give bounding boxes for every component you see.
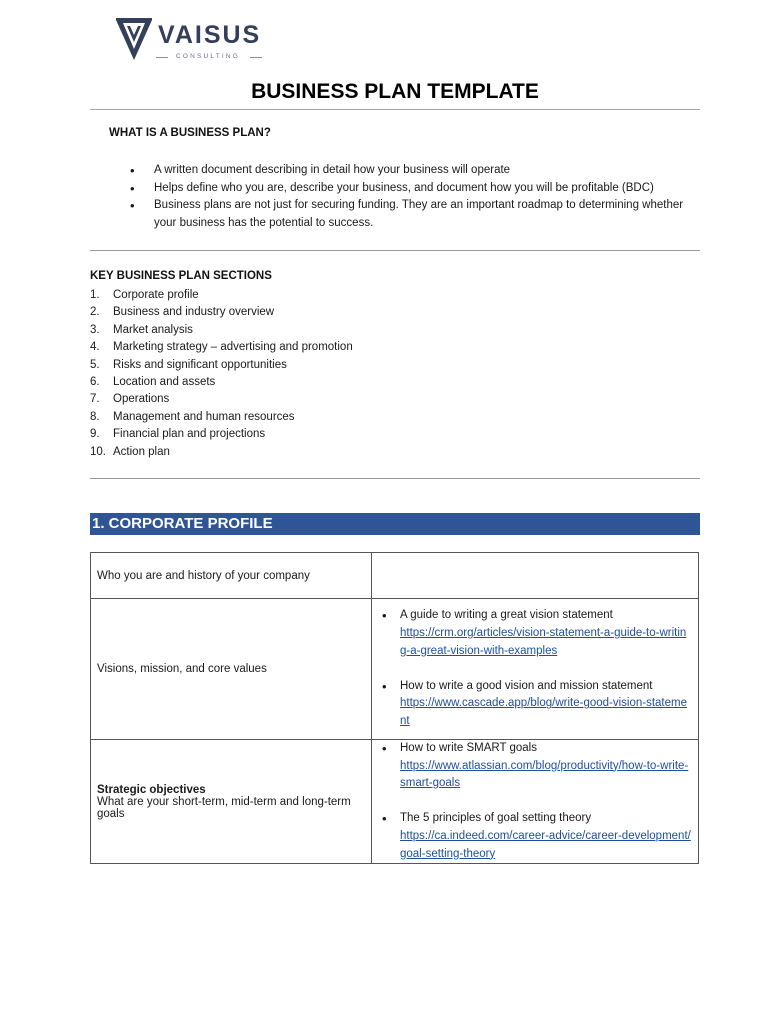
item-label: Location and assets [113,376,216,389]
table-cell-label [91,740,372,864]
item-label: Corporate profile [113,289,199,301]
item-label: Management and human resources [113,410,295,423]
logo-wordmark: VAISUS [158,21,262,49]
item-number: 5. [90,358,100,371]
list-item [378,678,692,731]
document-title: BUSINESS PLAN TEMPLATE [90,80,700,110]
corporate-profile-heading: 1. CORPORATE PROFILE [90,513,700,535]
table-cell-input[interactable] [372,553,699,599]
list-item [90,339,353,356]
what-is-bullet-list [130,162,705,232]
table-cell-label: Visions, mission, and core values [91,599,372,740]
resource-link[interactable]: https://www.cascade.app/blog/write-good-vision-statement [400,697,688,727]
list-item [90,304,353,321]
table-cell-resources [372,599,699,740]
list-item [90,357,353,374]
divider [90,250,700,251]
item-label: Marketing strategy – advertising and promotion [113,341,353,354]
item-number: 7. [90,393,100,406]
resource-title: A guide to writing a great vision statement [400,609,613,622]
list-item [90,444,353,461]
key-sections-heading: KEY BUSINESS PLAN SECTIONS [90,270,272,282]
item-label: Financial plan and projections [113,428,266,441]
item-number: 2. [90,306,100,319]
list-item: • A written document describing in detail how your business will operate [130,162,705,180]
item-label: Market analysis [113,323,193,336]
item-label: Operations [113,393,170,406]
divider [90,478,700,479]
strategic-objectives-description: What are your short-term, mid-term and long-term goals [97,795,351,820]
resource-title: How to write SMART goals [400,742,537,754]
table-row [91,553,699,599]
resource-link[interactable]: https://www.atlassian.com/blog/productivity/how-to-write-smart-goals [400,759,689,790]
item-number: 4. [90,341,100,354]
item-label: Business and industry overview [113,306,275,319]
item-number: 3. [90,323,100,336]
resource-list [378,740,692,863]
list-item: • Business plans are not just for securing funding. They are an important roadmap to determining whether your business has the potential to success. [130,197,705,232]
item-number: 9. [90,428,100,441]
corporate-profile-table [90,552,699,864]
resource-title: The 5 principles of goal setting theory [400,812,592,825]
list-item [378,607,692,660]
resource-link[interactable]: https://crm.org/articles/vision-statement-a-guide-to-writing-a-great-vision-with-examples [400,627,687,657]
list-item [90,374,353,391]
item-number: 8. [90,410,100,423]
list-item: • Helps define who you are, describe your business, and document how you will be profitable (BDC) [130,180,705,198]
table-row [91,740,699,864]
resource-link[interactable]: https://ca.indeed.com/career-advice/career-development/goal-setting-theory [400,829,691,860]
table-row [91,599,699,740]
table-cell-label: Who you are and history of your company [91,553,372,599]
logo-tagline: CONSULTING [160,53,256,60]
item-label: Risks and significant opportunities [113,358,287,371]
company-logo [114,16,264,62]
strategic-objectives-label: Strategic objectives [97,783,206,796]
list-item [378,740,692,793]
item-number: 10. [90,445,106,458]
item-number: 1. [90,289,100,301]
vaisus-shield-icon [114,16,154,62]
what-is-heading: WHAT IS A BUSINESS PLAN? [109,127,271,139]
list-item [90,409,353,426]
list-item [378,810,692,863]
resource-title: How to write a good vision and mission statement [400,679,653,692]
list-item [90,426,353,443]
table-cell-resources [372,740,699,864]
list-item [90,322,353,339]
item-number: 6. [90,376,100,389]
key-sections-list [90,287,353,461]
item-label: Action plan [113,445,170,458]
resource-list [378,607,692,730]
list-item [90,391,353,408]
list-item [90,287,353,304]
